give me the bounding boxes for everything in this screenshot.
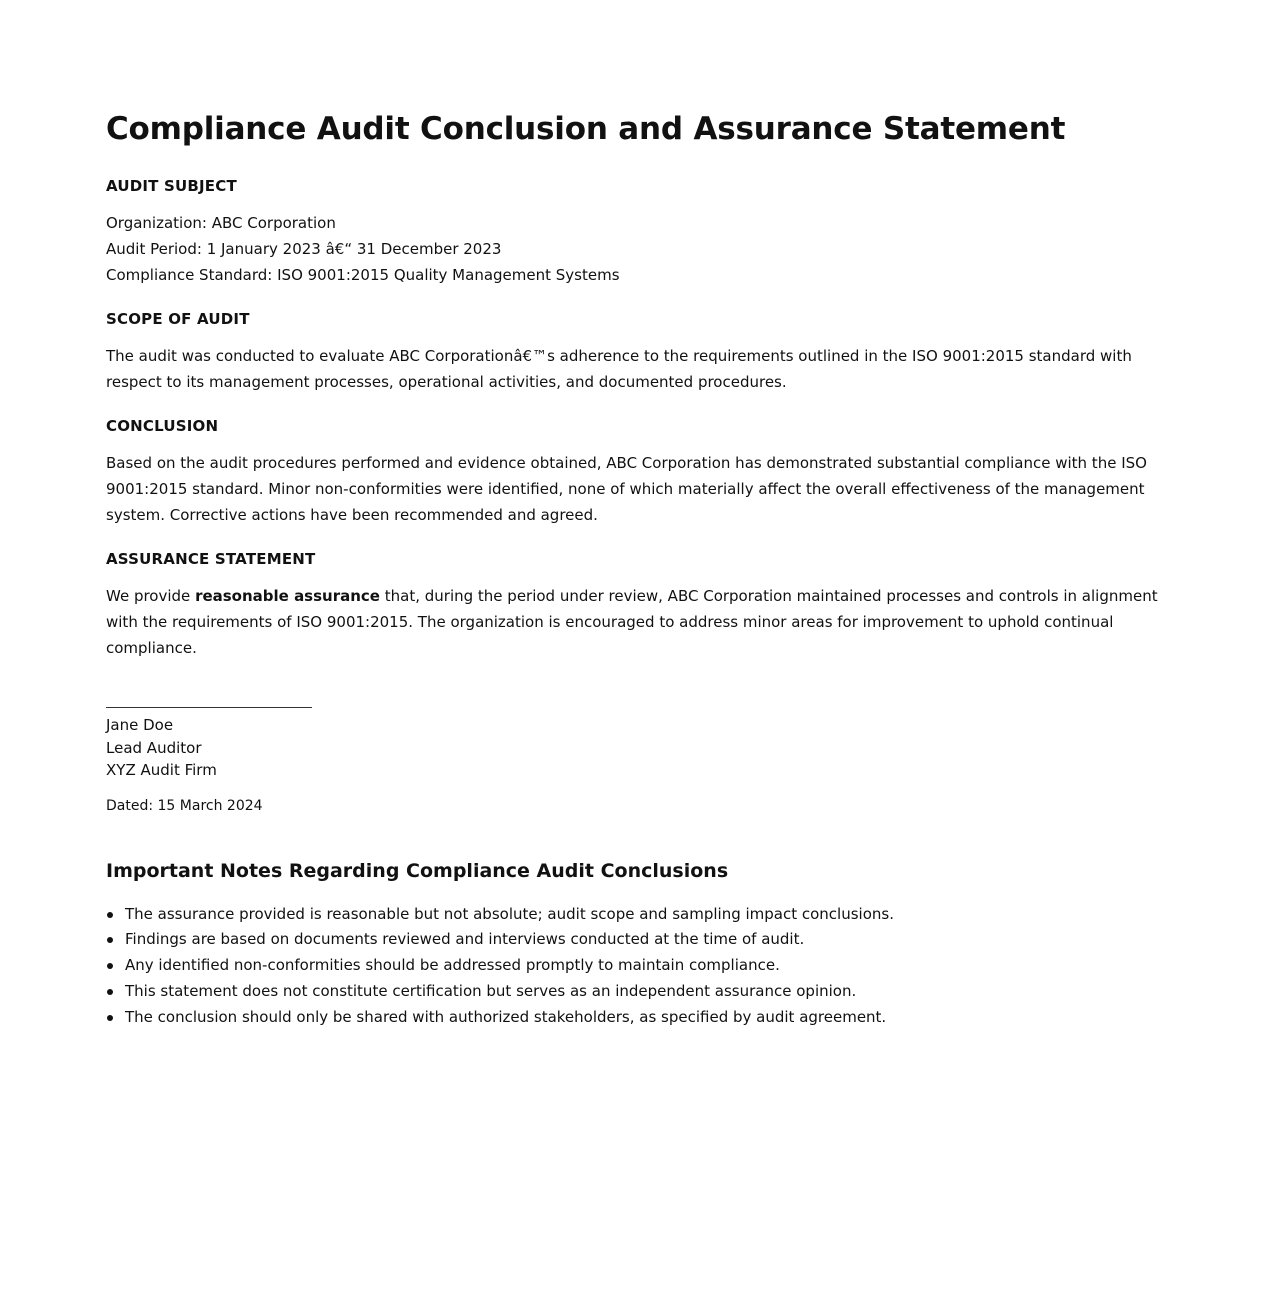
organization-line: Organization: ABC Corporation (106, 214, 336, 232)
audit-subject-heading: AUDIT SUBJECT (106, 177, 237, 195)
notes-section (106, 858, 1176, 1031)
list-item: This statement does not constitute certification but serves as an independent assurance opinion. (106, 979, 1176, 1005)
assurance-text-before: We provide (106, 587, 196, 605)
audit-subject-section (106, 176, 1176, 288)
conclusion-text: Based on the audit procedures performed and evidence obtained, ABC Corporation has demonstrated substantial compliance with the ISO 9001:2015 standard. Minor non-conformities were identified, none of which materially affect the overall effectiveness of the management system. Corrective actions have been recommended and agreed. (106, 454, 1147, 524)
list-item: The conclusion should only be shared with authorized stakeholders, as specified by audit agreement. (106, 1005, 1176, 1031)
list-item: Any identified non-conformities should be addressed promptly to maintain compliance. (106, 953, 1176, 979)
signature-date: Dated: 15 March 2024 (106, 797, 263, 814)
notes-list (106, 902, 1176, 1031)
scope-section (106, 309, 1176, 395)
assurance-level: reasonable assurance (195, 587, 380, 605)
assurance-text (106, 583, 1176, 661)
signer-role: Lead Auditor (106, 738, 202, 757)
page-title: Compliance Audit Conclusion and Assurance Statement (106, 111, 1066, 147)
audit-period-line: Audit Period: 1 January 2023 â€“ 31 December 2023 (106, 240, 502, 258)
conclusion-section (106, 416, 1176, 528)
scope-text: The audit was conducted to evaluate ABC Corporationâ€™s adherence to the requirements outlined in the ISO 9001:2015 standard with respect to its management processes, operational activities, and documented procedures. (106, 347, 1132, 391)
list-item: Findings are based on documents reviewed and interviews conducted at the time of audit. (106, 927, 1176, 953)
scope-heading: SCOPE OF AUDIT (106, 310, 250, 328)
compliance-standard-line: Compliance Standard: ISO 9001:2015 Quality Management Systems (106, 266, 620, 284)
list-item: The assurance provided is reasonable but not absolute; audit scope and sampling impact conclusions. (106, 902, 1176, 928)
conclusion-heading: CONCLUSION (106, 417, 219, 435)
audit-subject-details (106, 210, 1176, 288)
assurance-text-after: that, during the period under review, ABC Corporation maintained processes and controls in alignment with the requirements of ISO 9001:2015. The organization is encouraged to address minor areas for improvement to uphold continual compliance. (106, 587, 1158, 657)
signature-block (106, 707, 1176, 816)
signature-line (106, 707, 312, 708)
assurance-heading: ASSURANCE STATEMENT (106, 550, 316, 568)
assurance-section (106, 549, 1176, 661)
notes-heading: Important Notes Regarding Compliance Audit Conclusions (106, 859, 729, 882)
signer-name: Jane Doe (106, 716, 174, 734)
signer-firm: XYZ Audit Firm (106, 761, 217, 779)
